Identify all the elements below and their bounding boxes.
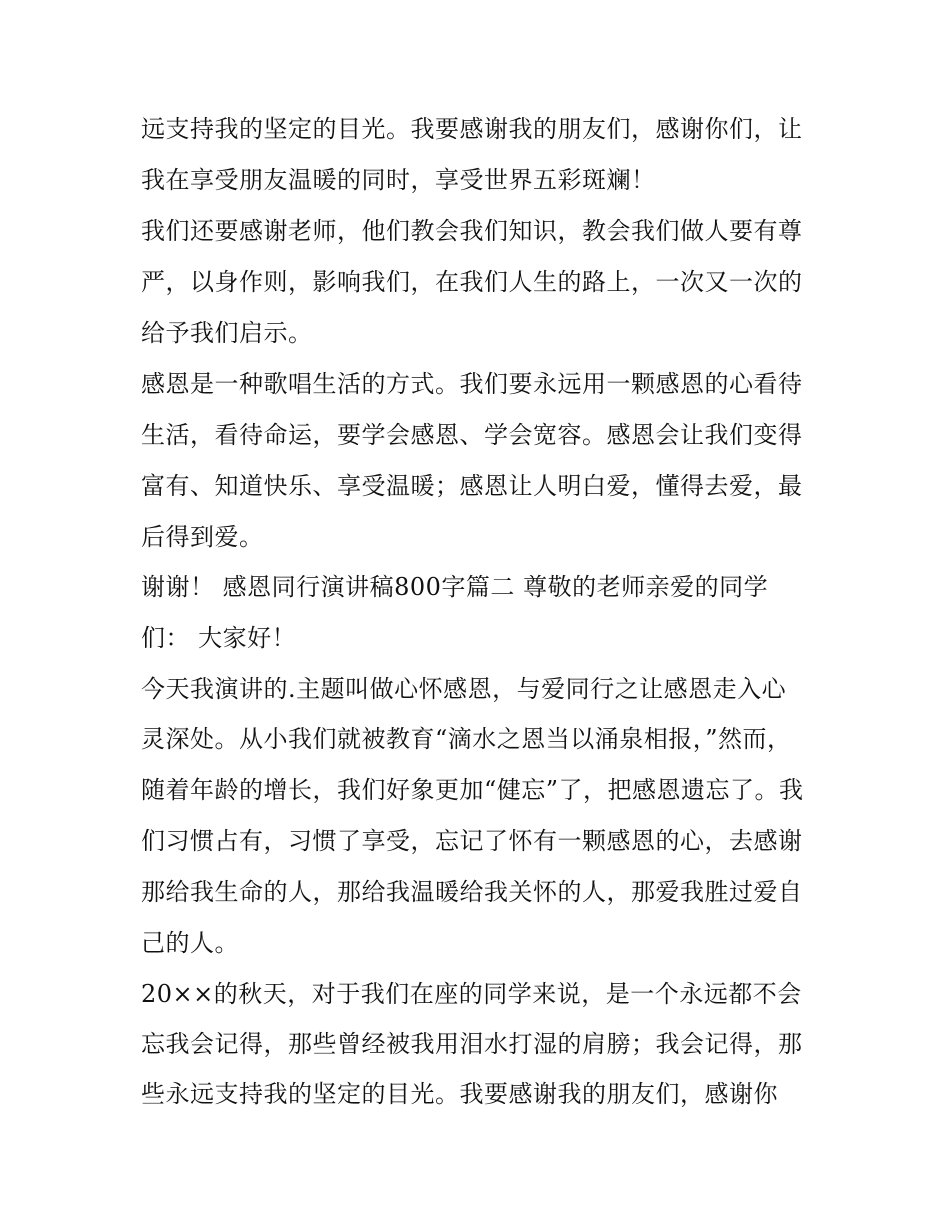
- text-line: 我在享受朋友温暖的同时，享受世界五彩斑斓！: [141, 166, 656, 194]
- text-line: 随着年龄的增长，我们好象更加“健忘”了，把感恩遗忘了。我: [141, 776, 804, 804]
- text-line: 灵深处。从小我们就被教育“滴水之恩当以涌泉相报，”然而，: [141, 725, 792, 753]
- text-line: 今天我演讲的.主题叫做心怀感恩，与爱同行之让感恩走入心: [141, 675, 787, 703]
- text-line: 富有、知道快乐、享受温暖；感恩让人明白爱，懂得去爱，最: [141, 472, 803, 500]
- text-line: 己的人。: [141, 929, 239, 957]
- text-line: 们习惯占有，习惯了享受，忘记了怀有一颗感恩的心，去感谢: [141, 827, 803, 855]
- text-line: 我们还要感谢老师，他们教会我们知识，教会我们做人要有尊: [141, 217, 803, 245]
- text-line: 些永远支持我的坚定的目光。我要感谢我的朋友们，感谢你: [141, 1080, 778, 1108]
- text-line: 后得到爱。: [141, 523, 264, 551]
- text-line: 给予我们启示。: [141, 319, 313, 347]
- text-line: 忘我会记得，那些曾经被我用泪水打湿的肩膀；我会记得，那: [141, 1030, 803, 1058]
- text-line: 感恩是一种歌唱生活的方式。我们要永远用一颗感恩的心看待: [141, 370, 803, 398]
- text-line: 谢谢！ 感恩同行演讲稿800字篇二 尊敬的老师亲爱的同学: [141, 573, 769, 601]
- text-line: 生活，看待命运，要学会感恩、学会宽容。感恩会让我们变得: [141, 421, 803, 449]
- text-line: 们： 大家好！: [141, 624, 297, 652]
- text-line: 严，以身作则，影响我们，在我们人生的路上，一次又一次的: [141, 268, 803, 296]
- text-line: 远支持我的坚定的目光。我要感谢我的朋友们，感谢你们，让: [141, 115, 803, 143]
- text-line: 那给我生命的人，那给我温暖给我关怀的人，那爱我胜过爱自: [141, 878, 803, 906]
- text-line: 20××的秋天，对于我们在座的同学来说，是一个永远都不会: [141, 980, 802, 1008]
